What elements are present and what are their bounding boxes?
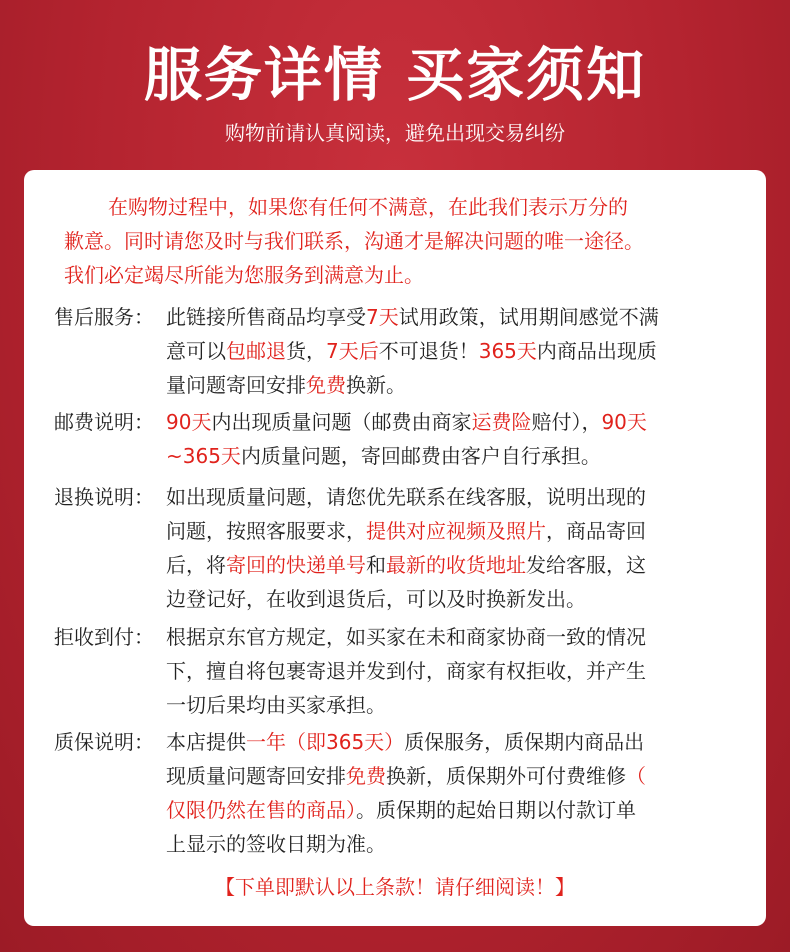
page-subtitle: 购物前请认真阅读，避免出现交易纠纷: [225, 121, 565, 145]
text-run: 试用政策，试用期间感觉不满: [398, 305, 659, 329]
text-run: 。质保期的起始日期以付款订单: [356, 798, 636, 822]
text-run: 内出现质量问题（邮费由商家: [211, 410, 472, 434]
section-text: [166, 620, 754, 722]
highlight-text: 包邮退: [226, 339, 286, 363]
section-text: [166, 405, 754, 473]
intro-line: 我们必定竭尽所能为您服务到满意为止。: [64, 263, 424, 287]
highlight-text: 寄回的快递单号: [226, 553, 366, 577]
highlight-text: 7天: [366, 305, 399, 329]
text-run: 上显示的签收日期为准。: [166, 832, 386, 856]
after-sales-section: [54, 300, 754, 402]
shipping-section: [54, 405, 754, 473]
section-label: 退换说明：: [54, 485, 154, 509]
exchange-section: [54, 480, 754, 616]
page-title: 服务详情 买家须知: [143, 41, 647, 109]
footer-notice: 【下单即默认以上条款！请仔细阅读！】: [215, 875, 575, 899]
text-run: 意可以: [166, 339, 226, 363]
highlight-text: 一年（即365天）: [246, 730, 405, 754]
highlight-text: 免费: [306, 373, 346, 397]
text-run: 发给客服，这: [526, 553, 646, 577]
text-run: 下，擅自将包裹寄退并发到付，商家有权拒收，并产生: [166, 659, 646, 683]
text-run: 换新。: [346, 373, 406, 397]
text-run: 赔付），: [531, 410, 602, 434]
text-run: 根据京东官方规定，如买家在未和商家协商一致的情况: [166, 625, 646, 649]
highlight-text: 90天: [601, 410, 647, 434]
text-run: 内质量问题，寄回邮费由客户自行承担。: [240, 444, 601, 468]
notice-card: [24, 170, 766, 926]
text-run: 不可退货！: [378, 339, 479, 363]
section-label: 拒收到付：: [54, 625, 154, 649]
highlight-text: 免费: [346, 764, 386, 788]
intro-line: 在购物过程中，如果您有任何不满意，在此我们表示万分的: [108, 195, 628, 219]
highlight-text: 最新的收货地址: [386, 553, 526, 577]
text-run: 现质量问题寄回安排: [166, 764, 346, 788]
text-run: 质保服务，质保期内商品出: [404, 730, 645, 754]
highlight-text: 365天: [478, 339, 537, 363]
text-run: 后，将: [166, 553, 226, 577]
section-label: 邮费说明：: [54, 410, 154, 434]
section-label: 质保说明：: [54, 730, 154, 754]
highlight-text: （: [626, 764, 646, 788]
highlight-text: ~365天: [166, 444, 241, 468]
text-run: 如出现质量问题，请您优先联系在线客服，说明出现的: [166, 485, 646, 509]
section-text: [166, 725, 754, 861]
highlight-text: 90天: [166, 410, 212, 434]
text-run: 货，: [286, 339, 326, 363]
warranty-section: [54, 725, 754, 861]
text-run: 问题，按照客服要求，: [166, 519, 366, 543]
refuse-section: [54, 620, 754, 722]
highlight-text: 提供对应视频及照片: [366, 519, 546, 543]
section-label: 售后服务：: [54, 305, 154, 329]
intro-paragraph: [64, 190, 744, 292]
text-run: 边登记好，在收到退货后，可以及时换新发出。: [166, 587, 586, 611]
text-run: 内商品出现质: [536, 339, 657, 363]
highlight-text: 运费险: [471, 410, 532, 434]
intro-line: 歉意。同时请您及时与我们联系，沟通才是解决问题的唯一途径。: [64, 229, 644, 253]
text-run: ，商品寄回: [546, 519, 646, 543]
section-text: [166, 300, 754, 402]
highlight-text: 仅限仍然在售的商品）: [166, 798, 356, 822]
text-run: 量问题寄回安排: [166, 373, 306, 397]
highlight-text: 7天后: [326, 339, 379, 363]
text-run: 此链接所售商品均享受: [166, 305, 366, 329]
text-run: 本店提供: [166, 730, 246, 754]
section-text: [166, 480, 754, 616]
text-run: 一切后果均由买家承担。: [166, 693, 386, 717]
text-run: 和: [366, 553, 386, 577]
text-run: 换新，质保期外可付费维修: [386, 764, 626, 788]
